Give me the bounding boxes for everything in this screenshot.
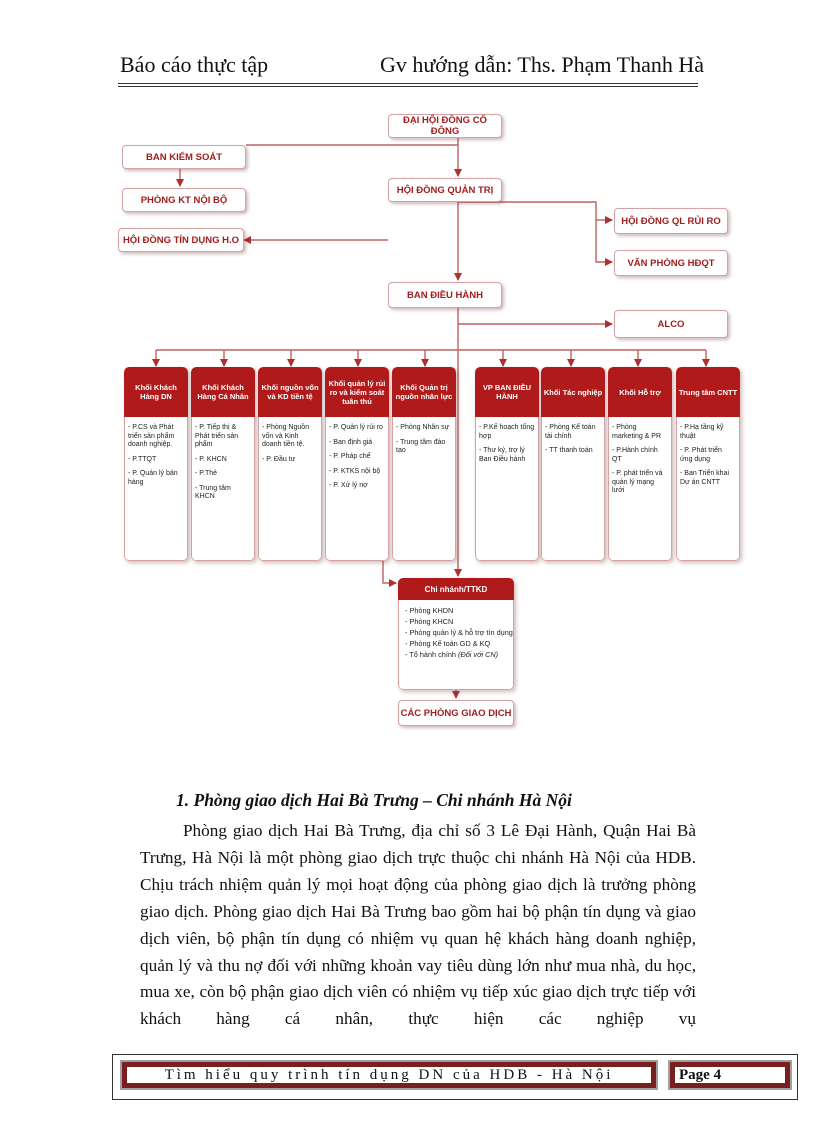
org-column-item: - Trung tâm đào tạo [396, 438, 446, 454]
org-column [676, 367, 740, 561]
page-number: Page 4 [674, 1066, 786, 1084]
org-column-item: - TT thanh toán [545, 447, 593, 454]
org-column [392, 367, 456, 561]
footer-title-box [120, 1060, 658, 1090]
org-column-item: - P.CS và Phát triển sản phẩm doanh nghiệp. [128, 424, 175, 448]
org-column-title: Khối quản lý rủi ro và kiểm soát tuân thủ [325, 367, 389, 417]
org-column-title: Khối Hỗ trợ [608, 367, 672, 417]
box-credit-council: HỘI ĐỒNG TÍN DỤNG H.O [118, 228, 244, 252]
branch-item [405, 649, 507, 660]
box-risk-council: HỘI ĐỒNG QL RỦI RO [614, 208, 728, 234]
header-report-title: Báo cáo thực tập [120, 52, 269, 77]
box-board-office: VĂN PHÒNG HĐQT [614, 250, 728, 276]
org-column-item: - P.TTQT [128, 455, 157, 463]
footer-page-box [668, 1060, 792, 1090]
org-column-item: - P. Quản lý bán hàng [128, 470, 178, 486]
org-column-item: - P.Kế hoạch tổng hợp [479, 424, 535, 440]
org-column-item: - Phòng Kế toán tài chính [545, 424, 596, 440]
branch-item-note: (Đối với CN) [458, 650, 499, 659]
org-column-item: - P. KHCN [195, 455, 227, 463]
org-column-item: - P.Hạ tầng kỹ thuật [680, 424, 724, 440]
org-column-item: - P. Xử lý nợ [329, 482, 368, 489]
org-column-item: - P. Pháp chế [329, 453, 371, 460]
branch-item-label: - Tổ hành chính [405, 650, 459, 659]
org-column [475, 367, 539, 561]
box-shareholders: ĐẠI HỘI ĐỒNG CỔ ĐÔNG [388, 114, 502, 138]
header-advisor: Gv hướng dẫn: Ths. Phạm Thanh Hà [380, 52, 704, 77]
box-board-of-directors: HỘI ĐỒNG QUẢN TRỊ [388, 178, 502, 202]
org-column-title: VP BAN ĐIỀU HÀNH [475, 367, 539, 417]
org-column [258, 367, 322, 561]
org-column-item: - Ban Triển khai Dự án CNTT [680, 470, 730, 486]
org-column [608, 367, 672, 561]
box-transaction-offices: CÁC PHÒNG GIAO DỊCH [398, 700, 514, 726]
branch-title: Chi nhánh/TTKD [398, 578, 514, 600]
org-column-item: - P. Phát triển ứng dụng [680, 447, 722, 463]
org-column-item: - P. phát triển và quản lý mạng lưới [612, 470, 663, 494]
org-column-item: - Phòng marketing & PR [612, 424, 662, 440]
box-supervisory-board: BAN KIỂM SOÁT [122, 145, 246, 169]
section-title: 1. Phòng giao dịch Hai Bà Trưng – Chi nhánh Hà Nội [176, 790, 572, 810]
org-column-title: Khối nguồn vốn và KD tiền tệ [258, 367, 322, 417]
org-column-title: Khối Tác nghiệp [541, 367, 605, 417]
org-column [541, 367, 605, 561]
body-paragraph [140, 818, 696, 1033]
org-column-title: Trung tâm CNTT [676, 367, 740, 417]
paragraph-text: Phòng giao dịch Hai Bà Trưng, địa chỉ số 3 Lê Đại Hành, Quận Hai Bà Trưng, Hà Nội là một phòng giao dịch trực thuộc chi nhánh Hà Nội của HDB. Chịu trách nhiệm quản lý mọi hoạt động của phòng giao dịch là trưởng phòng giao dịch. Phòng giao dịch Hai Bà Trưng bao gồm hai bộ phận tín dụng và giao dịch viên, bộ phận tín dụng có nhiệm vụ quan hệ khách hàng doanh nghiệp, quản lý và thu nợ đối với những khoản vay tiêu dùng lớn như mua nhà, du học, mua xe, còn bộ phận giao dịch viên có nhiệm vụ tiếp xúc giao dịch trực tiếp với khách hàng cá nhân, thực hiện các nghiệp vụ [140, 821, 696, 1029]
branch-item: - Phòng KHDN [405, 606, 454, 615]
branch-item: - Phòng quản lý & hỗ trợ tín dụng [405, 628, 513, 637]
box-internal-audit: PHÒNG KT NỘI BỘ [122, 188, 246, 212]
branch-item: - Phòng Kế toán GD & KQ [405, 639, 491, 648]
org-column-item: - P. Tiếp thị & Phát triển sản phẩm [195, 424, 239, 448]
org-column-item: - P. KTKS nội bộ [329, 467, 381, 475]
box-branch [398, 578, 514, 690]
org-column-item: - Thư ký, trợ lý Ban Điều hành [479, 447, 526, 463]
footer-title: Tìm hiểu quy trình tín dụng DN của HDB - Hà Nội [126, 1066, 652, 1084]
branch-item: - Phòng KHCN [405, 617, 454, 626]
org-column-item: - P.Hành chính QT [612, 447, 658, 463]
org-column-title: Khối Khách Hàng DN [124, 367, 188, 417]
org-column-item: - P.Thẻ [195, 470, 218, 477]
org-column [325, 367, 389, 561]
org-column-item: - P. Quản lý rủi ro [329, 424, 383, 431]
org-column-item: - P. Đầu tư [262, 455, 296, 463]
box-alco: ALCO [614, 310, 728, 338]
org-column [124, 367, 188, 561]
org-column [191, 367, 255, 561]
org-column-item: - Phòng Nguồn vốn và Kinh doanh tiền tệ. [262, 424, 310, 448]
org-column-item: - Trung tâm KHCN [195, 484, 231, 500]
org-column-title: Khối Quản trị nguồn nhân lực [392, 367, 456, 417]
org-column-item: - Ban định giá [329, 438, 373, 446]
org-column-item: - Phòng Nhân sự [396, 424, 450, 431]
org-column-title: Khối Khách Hàng Cá Nhân [191, 367, 255, 417]
box-executive-board: BAN ĐIỀU HÀNH [388, 282, 502, 308]
